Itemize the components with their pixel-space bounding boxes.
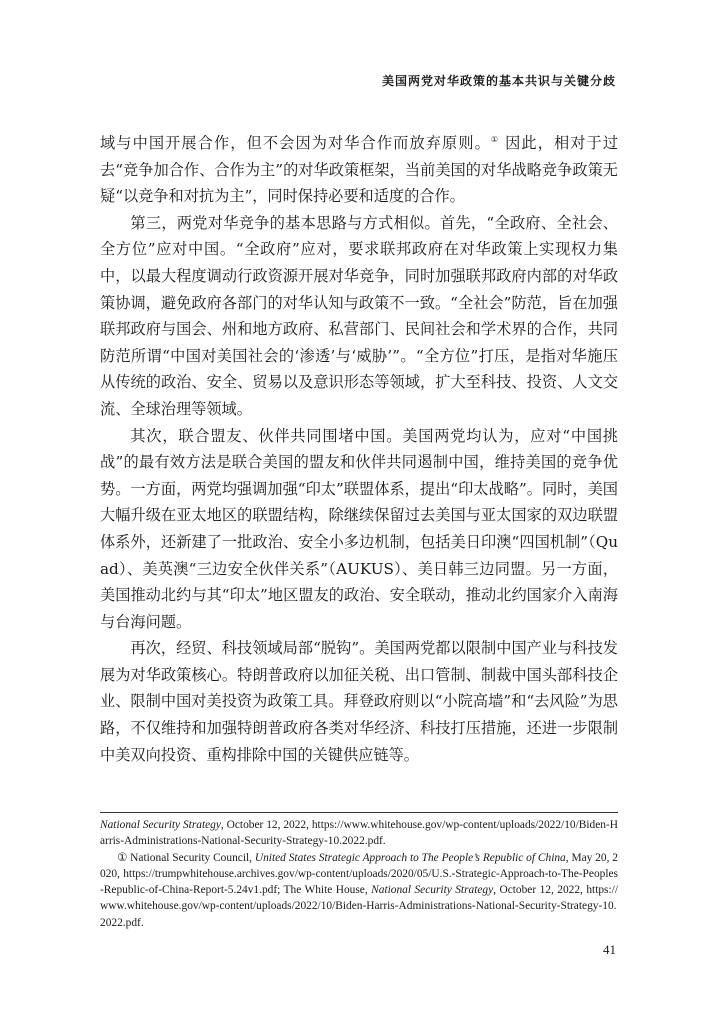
paragraph-2: 第三，两党对华竞争的基本思路与方式相似。首先，“全政府、全社会、全方位”应对中国。“全政府”应对，要求联邦政府在对华政策上实现权力集中，以最大程度调动行政资源开展对华竞争，同时加强联邦政府内部的对华政策协调，避免政府各部门的对华认知与政策不一致。“全社会”防范，旨在加强联邦政府与国会、州和地方政府、私营部门、民间社会和学术界的合作，共同防范所谓“中国对美国社会的‘渗透’与‘威胁’”。“全方位”打压，是指对华施压从传统的政治、安全、贸易以及意识形态等领域，扩大至科技、投资、人文交流、全球治理等领域。 [100,213,618,418]
footnote-reference[interactable]: ① [490,134,500,144]
paragraph-1-text: 域与中国开展合作，但不会因为对华合作而放弃原则。 [100,134,491,152]
body-text [100,130,618,768]
footnote-1-org: National Security Council, [127,851,255,864]
paragraph-1 [100,130,618,210]
footnote-1-tail: , October 12, 2022, https://www.whitehouse.gov/wp-content/uploads/2022/10/Biden-Harris-Administrations-National-Security-Strategy-10.2022.pdf. [100,884,618,929]
page-number: 41 [603,942,616,957]
footnote-1-title: United States Strategic Approach to The People’s Republic of China [254,851,566,864]
footnote-cont-text: , October 12, 2022, https://www.whitehouse.gov/wp-content/uploads/2022/10/Biden-Harris-Administrations-National-Security-Strategy-10.2022.pdf. [100,819,618,848]
running-header: 美国两党对华政策的基本共识与关键分歧 [381,74,616,88]
paragraph-3: 其次，联合盟友、伙伴共同围堵中国。美国两党均认为，应对“中国挑战”的最有效方法是联合美国的盟友和伙伴共同遏制中国，维持美国的竞争优势。一方面，两党均强调加强“印太”联盟体系，提出“印太战略”。同时，美国大幅升级在亚太地区的联盟结构，除继续保留过去美国与亚太国家的双边联盟体系外，还新建了一批政治、安全小多边机制，包括美日印澳“四国机制”（Quad）、美英澳“三边安全伙伴关系”（AUKUS）、美日韩三边同盟。另一方面，美国推动北约与其“印太”地区盟友的政治、安全联动，推动北约国家介入南海与台海问题。 [100,426,618,631]
footnote-1-marker: ① [117,851,128,864]
footnote-divider [100,812,618,813]
paragraph-1-tail: 因此，相对于过去“竞争加合作、合作为主”的对华政策框架，当前美国的对华战略竞争政策无疑“以竞争和对抗为主”，同时保持必要和适度的合作。 [100,134,619,206]
footnote-1-title2: National Security Strategy [371,884,494,897]
footnote-cont-title: National Security Strategy [100,819,221,831]
footnote-1-mid: , May 20, 2020, https://trumpwhitehouse.archives.gov/wp-content/uploads/2020/05/U.S.-Strategic-Approach-to-The-Peoples-Republic-of-China-Report-5.24v1.pdf; The White House, [100,851,619,897]
footnotes [100,817,618,931]
footnote-1 [100,850,618,931]
footnote-continuation [100,817,618,850]
paragraph-4: 再次，经贸、科技领域局部“脱钩”。美国两党都以限制中国产业与科技发展为对华政策核心。特朗普政府以加征关税、出口管制、制裁中国头部科技企业、限制中国对美投资为政策工具。拜登政府则以“小院高墙”和“去风险”为思路，不仅维持和加强特朗普政府各类对华经济、科技打压措施，还进一步限制中美双向投资、重构排除中国的关键供应链等。 [100,639,618,764]
